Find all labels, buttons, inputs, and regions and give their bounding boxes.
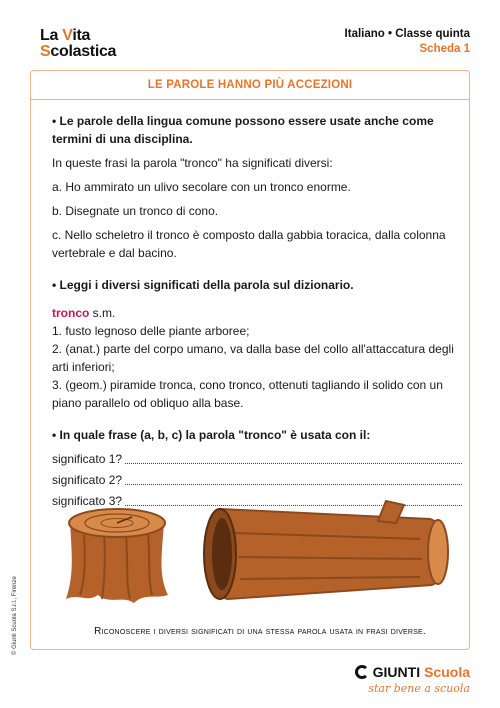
intro-lead: In queste frasi la parola "tronco" ha significati diversi:: [52, 156, 333, 170]
publisher-brand: [355, 664, 470, 695]
publisher-name: GIUNTI Scuola: [355, 664, 470, 680]
answer-row-2: [52, 471, 462, 489]
answer-label-2: significato 2?: [52, 473, 123, 487]
magazine-logo: [40, 28, 116, 60]
answer-label-1: significato 1?: [52, 452, 123, 466]
worksheet-title: LE PAROLE HANNO PIÙ ACCEZIONI: [147, 79, 353, 91]
answer-row-1: [52, 450, 462, 468]
dictionary-pos: s.m.: [89, 306, 116, 320]
giunti-logo-icon: [355, 665, 369, 679]
question-bullet: • In quale frase (a, b, c) la parola "tronco" è usata con il:: [52, 428, 371, 442]
log-illustration: [204, 501, 448, 599]
dictionary-entry: [52, 304, 462, 322]
sentence-c: c. Nello scheletro il tronco è composto dalla gabbia toracica, dalla colonna vertebrale e dal bacino.: [52, 228, 446, 260]
dictionary-bullet: • Leggi i diversi significati della parola sul dizionario.: [52, 278, 354, 292]
sentence-b: b. Disegnate un tronco di cono.: [52, 204, 219, 218]
worksheet-content: [52, 112, 462, 513]
meaning-3: 3. (geom.) piramide tronca, cono tronco, ottenuti tagliando il solido con un piano parallelo od obliquo alla base.: [52, 378, 443, 410]
answer-line-1[interactable]: [125, 462, 462, 464]
intro-bullet: • Le parole della lingua comune possono essere usate anche come termini di una disciplina.: [52, 114, 434, 146]
logo-line-2: Scolastica: [40, 43, 117, 60]
illustrations: [60, 495, 460, 615]
answer-label-3: significato 3?: [52, 494, 123, 508]
publisher-tagline: star bene a scuola: [368, 682, 470, 695]
tree-stump-illustration: [66, 509, 168, 603]
sentence-a: a. Ho ammirato un ulivo secolare con un tronco enorme.: [52, 180, 351, 194]
logo-line-1: La Vita: [40, 27, 91, 44]
meaning-2: 2. (anat.) parte del corpo umano, va dalla base del collo all'attaccatura degli arti inferiori;: [52, 342, 454, 374]
learning-objective: Riconoscere i diversi significati di una stessa parola usata in frasi diverse.: [94, 626, 426, 637]
meaning-1: 1. fusto legnoso delle piante arboree;: [52, 324, 250, 338]
subject-label: Italiano • Classe quinta: [344, 28, 470, 40]
title-divider: [31, 99, 469, 100]
dictionary-term: tronco: [52, 306, 90, 320]
sheet-number: Scheda 1: [419, 43, 470, 55]
sheet-header: [345, 28, 470, 55]
answer-line-2[interactable]: [125, 483, 462, 485]
copyright-credit: © Giunti Scuola S.r.l., Firenze: [12, 576, 18, 655]
